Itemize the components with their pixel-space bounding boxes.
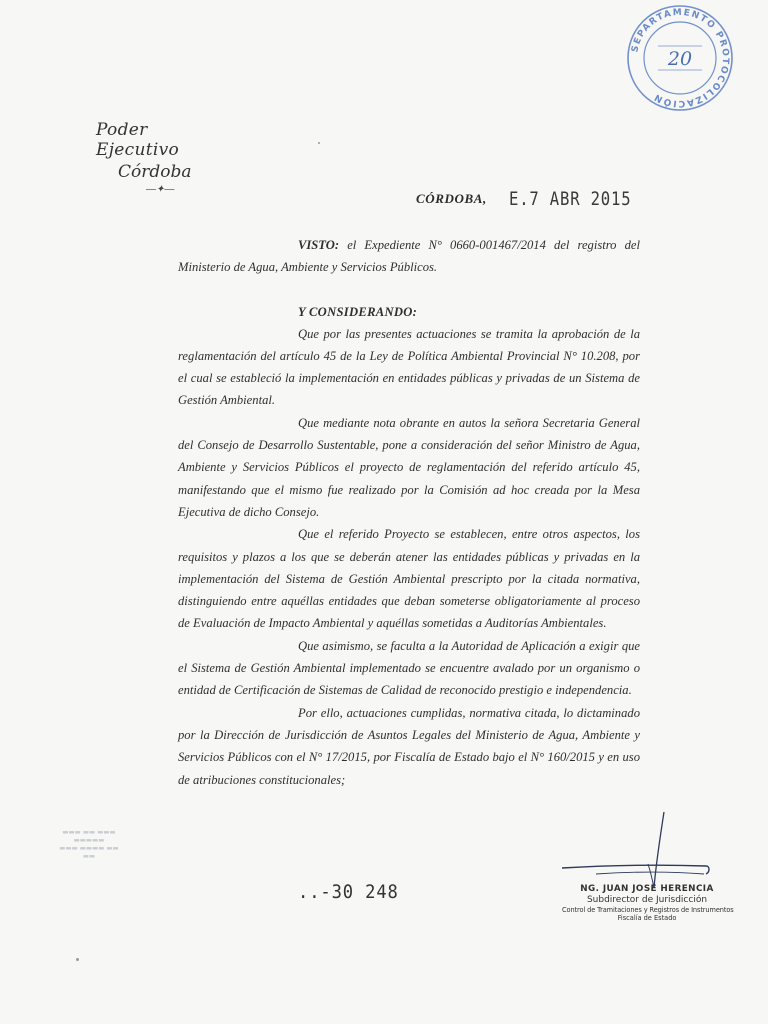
signer-entity: Fiscalía de Estado <box>617 914 677 922</box>
letterhead <box>96 120 236 195</box>
considerando-paragraph-4: Que asimismo, se faculta a la Autoridad de Aplicación a exigir que el Sistema de Gestión Ambiental implementado se encuentre avalado por un organismo o entidad de Certificación de Sistemas de Calidad de reconocido prestigio e independencia. <box>178 638 640 698</box>
bleed-through-mark: ▬▬▬ ▬▬ ▬▬▬ ▬▬▬▬▬ ▬▬▬ ▬▬▬▬ ▬▬ ▬▬ <box>59 828 119 860</box>
signer-office: Control de Tramitaciones y Registros de Instrumentos <box>562 906 734 914</box>
considerando-paragraph-5: Por ello, actuaciones cumplidas, normativa citada, lo dictaminado por la Dirección de Jurisdicción de Asuntos Legales del Ministerio de Agua, Ambiente y Servicios Públicos con el N° 17/2015, por Fiscalía de Estado bajo el N° 160/2015 y en uso de atribuciones constitucionales; <box>178 705 640 787</box>
date-line <box>416 188 658 214</box>
document-body <box>178 234 640 791</box>
stamp-ring-text: SEPARTAMENTO PROTOCOLIZACIÓN <box>630 7 731 109</box>
city-label: CÓRDOBA, <box>416 191 487 206</box>
speck-mark <box>76 958 79 961</box>
letterhead-line-2: Córdoba <box>118 162 192 182</box>
ornament-icon: ―✦― <box>146 184 175 195</box>
signature-block <box>562 884 732 922</box>
visto-text: el Expediente N° 0660-001467/2014 del registro del Ministerio de Agua, Ambiente y Servicios Públicos. <box>178 238 640 275</box>
document-number: ..-30 248 <box>298 881 399 903</box>
speck-mark <box>318 142 320 144</box>
considerando-paragraph-1: Que por las presentes actuaciones se tramita la aprobación de la reglamentación del artículo 45 de la Ley de Política Ambiental Provincial N° 10.208, por el cual se estableció la implementación en entidades públicas y privadas de un Sistema de Gestión Ambiental. <box>178 326 640 408</box>
considerando-paragraph-3: Que el referido Proyecto se establecen, entre otros aspectos, los requisitos y plazos a los que se deberán atener las entidades públicas y privadas en la implementación del Sistema de Gestión Ambiental prescripto por la citada normativa, distinguiendo entre aquéllas entidades que deban someterse obligatoriamente al proceso de Evaluación de Impacto Ambiental y aquéllas sometidas a Auditorías Ambientales. <box>178 527 640 631</box>
date-stamp: E.7 ABR 2015 <box>508 188 632 210</box>
protocol-stamp-graphic <box>622 4 738 112</box>
visto-paragraph <box>178 234 640 279</box>
visto-lead: VISTO: <box>298 238 340 252</box>
considerando-heading: Y CONSIDERANDO: <box>298 304 418 319</box>
considerando-paragraph-2: Que mediante nota obrante en autos la señora Secretaria General del Consejo de Desarrollo Sustentable, pone a consideración del señor Ministro de Agua, Ambiente y Servicios Públicos el proyecto de reglamentación del referido artículo 45, manifestando que el mismo fue realizado por la Comisión ad hoc creada por la Mesa Ejecutiva de dicho Consejo. <box>178 415 640 519</box>
protocol-stamp <box>622 4 738 112</box>
signer-name: NG. JUAN JOSE HERENCIA <box>580 884 714 894</box>
letterhead-line-1: Poder Ejecutivo <box>96 120 180 160</box>
stamp-number: 20 <box>667 48 693 70</box>
signer-title: Subdirector de Jurisdicción <box>586 895 708 905</box>
